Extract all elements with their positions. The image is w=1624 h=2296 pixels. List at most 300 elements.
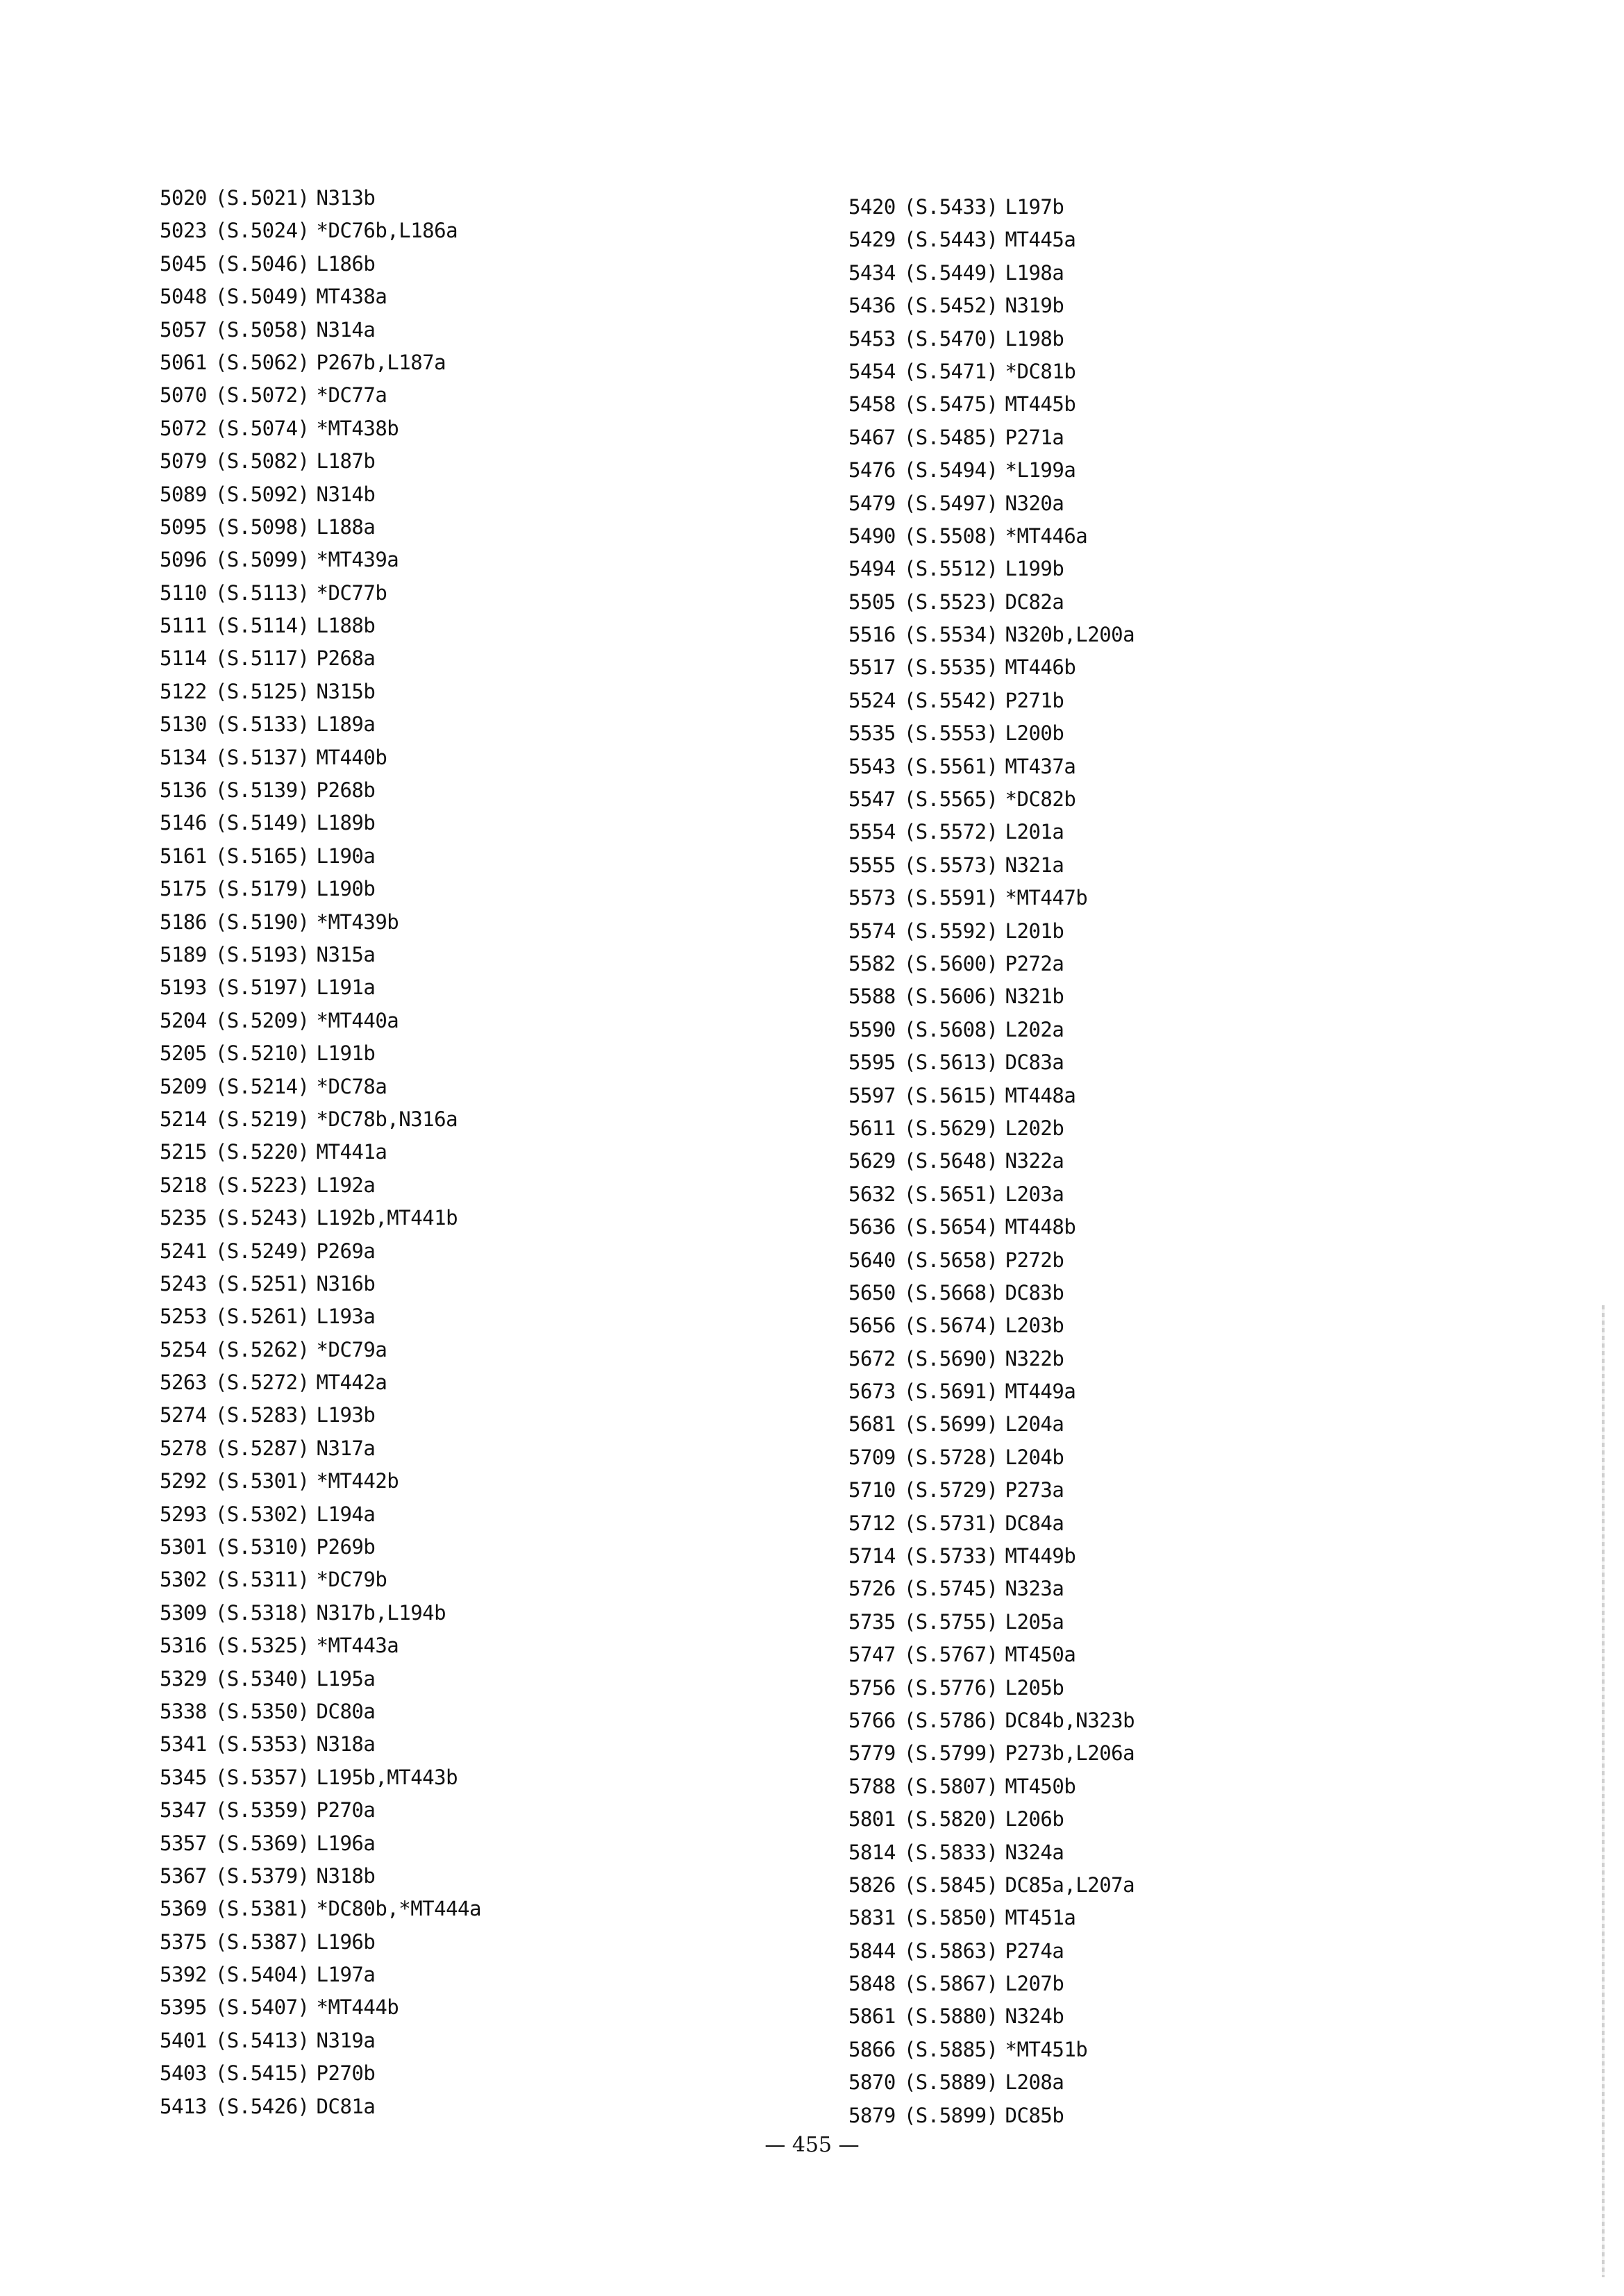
entry-code: *DC79b — [316, 1568, 387, 1592]
index-entry — [848, 1639, 1135, 1671]
entry-reference: (S.5651) — [903, 1182, 998, 1206]
index-entry — [160, 1597, 481, 1629]
index-entry — [848, 2034, 1135, 2066]
entry-number: 5292 — [160, 1469, 207, 1493]
entry-reference: (S.5149) — [215, 811, 310, 835]
entry-reference: (S.5359) — [215, 1798, 310, 1822]
entry-code: L198a — [1005, 260, 1064, 285]
index-entry — [848, 224, 1135, 256]
entry-reference: (S.5470) — [903, 326, 998, 351]
entry-number: 5726 — [848, 1577, 896, 1601]
entry-number: 5756 — [848, 1675, 896, 1700]
index-entry — [160, 1037, 481, 1070]
entry-code: DC85a,L207a — [1005, 1872, 1135, 1897]
entry-code: MT441a — [316, 1140, 387, 1164]
entry-number: 5254 — [160, 1337, 207, 1361]
index-entry — [848, 1474, 1135, 1507]
entry-reference: (S.5535) — [903, 655, 998, 680]
entry-reference: (S.5433) — [903, 195, 998, 219]
entry-reference: (S.5426) — [215, 2094, 310, 2118]
entry-number: 5710 — [848, 1478, 896, 1502]
index-entry — [160, 2025, 481, 2057]
index-entry — [160, 774, 481, 807]
index-entry — [848, 388, 1135, 421]
index-entry — [848, 1507, 1135, 1540]
entry-reference: (S.5387) — [215, 1929, 310, 1954]
entry-number: 5479 — [848, 491, 896, 515]
entry-code: P273b,L206a — [1005, 1741, 1135, 1766]
entry-reference: (S.5415) — [215, 2061, 310, 2086]
entry-reference: (S.5728) — [903, 1445, 998, 1469]
entry-code: N315a — [316, 942, 376, 966]
index-entry — [160, 610, 481, 642]
entry-code: L202b — [1005, 1116, 1064, 1140]
entry-number: 5241 — [160, 1239, 207, 1263]
entry-code: L189a — [316, 712, 376, 737]
entry-reference: (S.5072) — [215, 383, 310, 408]
index-entry — [160, 1071, 481, 1103]
entry-reference: (S.5125) — [215, 679, 310, 703]
entry-code: P274a — [1005, 1938, 1064, 1963]
entry-code: DC84b,N323b — [1005, 1708, 1135, 1732]
entry-code: P272b — [1005, 1248, 1064, 1272]
entry-reference: (S.5249) — [215, 1239, 310, 1263]
index-entry — [160, 1432, 481, 1465]
entry-code: P273a — [1005, 1478, 1064, 1502]
entry-reference: (S.5165) — [215, 844, 310, 868]
entry-reference: (S.5193) — [215, 942, 310, 966]
entry-number: 5204 — [160, 1008, 207, 1032]
entry-code: L188a — [316, 514, 376, 539]
entry-reference: (S.5592) — [903, 919, 998, 943]
entry-code: *DC77a — [316, 383, 387, 408]
entry-number: 5020 — [160, 186, 207, 210]
entry-reference: (S.5755) — [903, 1609, 998, 1634]
entry-reference: (S.5494) — [903, 458, 998, 483]
entry-number: 5253 — [160, 1305, 207, 1329]
index-entry — [160, 1629, 481, 1662]
entry-code: L203b — [1005, 1314, 1064, 1338]
index-entry — [160, 182, 481, 215]
entry-code: L200b — [1005, 721, 1064, 746]
entry-reference: (S.5139) — [215, 778, 310, 803]
entry-number: 5293 — [160, 1502, 207, 1526]
entry-reference: (S.5283) — [215, 1403, 310, 1427]
entry-number: 5788 — [848, 1774, 896, 1798]
entry-code: MT450b — [1005, 1774, 1076, 1798]
entry-number: 5434 — [848, 260, 896, 285]
entry-code: *MT440a — [316, 1008, 399, 1032]
entry-code: L189b — [316, 811, 376, 835]
entry-number: 5316 — [160, 1634, 207, 1658]
entry-reference: (S.5820) — [903, 1807, 998, 1832]
entry-code: P271b — [1005, 688, 1064, 712]
entry-code: MT449a — [1005, 1380, 1076, 1404]
entry-number: 5072 — [160, 416, 207, 440]
entry-reference: (S.5542) — [903, 688, 998, 712]
entry-code: *MT438b — [316, 416, 399, 440]
entry-number: 5870 — [848, 2070, 896, 2095]
entry-number: 5826 — [848, 1872, 896, 1897]
entry-reference: (S.5885) — [903, 2037, 998, 2061]
index-entry — [848, 1080, 1135, 1112]
entry-reference: (S.5485) — [903, 425, 998, 449]
entry-reference: (S.5197) — [215, 975, 310, 1000]
entry-reference: (S.5024) — [215, 219, 310, 243]
entry-code: N322a — [1005, 1149, 1064, 1173]
entry-reference: (S.5413) — [215, 2028, 310, 2052]
entry-reference: (S.5310) — [215, 1535, 310, 1559]
index-entry — [160, 1959, 481, 1991]
entry-reference: (S.5209) — [215, 1008, 310, 1032]
entry-reference: (S.5553) — [903, 721, 998, 746]
entry-code: N318a — [316, 1732, 376, 1757]
entry-number: 5632 — [848, 1182, 896, 1206]
entry-reference: (S.5629) — [903, 1116, 998, 1140]
entry-number: 5454 — [848, 359, 896, 383]
entry-number: 5453 — [848, 326, 896, 351]
entry-reference: (S.5880) — [903, 2004, 998, 2029]
entry-number: 5476 — [848, 458, 896, 483]
entry-code: N317b,L194b — [316, 1600, 446, 1625]
entry-code: L195b,MT443b — [316, 1765, 458, 1789]
index-entry — [160, 1531, 481, 1564]
entry-reference: (S.5046) — [215, 251, 310, 276]
entry-number: 5861 — [848, 2004, 896, 2029]
index-entry — [160, 1366, 481, 1399]
entry-code: DC85b — [1005, 2103, 1064, 2127]
entry-number: 5436 — [848, 294, 896, 318]
entry-code: P270a — [316, 1798, 376, 1822]
entry-reference: (S.5311) — [215, 1568, 310, 1592]
entry-reference: (S.5449) — [903, 260, 998, 285]
entry-number: 5096 — [160, 548, 207, 572]
entry-number: 5278 — [160, 1436, 207, 1460]
entry-number: 5554 — [848, 820, 896, 844]
entry-code: N320b,L200a — [1005, 623, 1135, 647]
entry-number: 5243 — [160, 1271, 207, 1296]
right-index-column — [848, 191, 1135, 2132]
entry-reference: (S.5353) — [215, 1732, 310, 1757]
entry-number: 5403 — [160, 2061, 207, 2086]
index-entry — [848, 2000, 1135, 2033]
entry-code: L197a — [316, 1963, 376, 1987]
entry-code: *MT447b — [1005, 886, 1088, 910]
entry-code: P269a — [316, 1239, 376, 1263]
entry-code: N316b — [316, 1271, 376, 1296]
entry-code: N322b — [1005, 1346, 1064, 1371]
entry-code: L207b — [1005, 1972, 1064, 1996]
entry-number: 5111 — [160, 614, 207, 638]
entry-reference: (S.5251) — [215, 1271, 310, 1296]
entry-number: 5301 — [160, 1535, 207, 1559]
index-entry — [160, 2057, 481, 2090]
index-entry — [848, 751, 1135, 783]
index-entry — [160, 1794, 481, 1827]
entry-reference: (S.5471) — [903, 359, 998, 383]
index-entry — [160, 807, 481, 839]
index-entry — [848, 553, 1135, 585]
entry-number: 5629 — [848, 1149, 896, 1173]
entry-number: 5329 — [160, 1666, 207, 1691]
entry-reference: (S.5731) — [903, 1511, 998, 1535]
entry-number: 5595 — [848, 1050, 896, 1075]
entry-number: 5801 — [848, 1807, 896, 1832]
entry-reference: (S.5863) — [903, 1938, 998, 1963]
entry-code: *MT439a — [316, 548, 399, 572]
entry-number: 5302 — [160, 1568, 207, 1592]
entry-reference: (S.5600) — [903, 951, 998, 975]
entry-reference: (S.5534) — [903, 623, 998, 647]
entry-code: MT437a — [1005, 754, 1076, 778]
entry-number: 5714 — [848, 1544, 896, 1568]
index-entry — [848, 1014, 1135, 1046]
index-entry — [160, 1860, 481, 1893]
entry-reference: (S.5523) — [903, 589, 998, 614]
entry-number: 5375 — [160, 1929, 207, 1954]
index-entry — [160, 1761, 481, 1794]
entry-reference: (S.5475) — [903, 392, 998, 417]
index-entry — [848, 1737, 1135, 1770]
entry-number: 5831 — [848, 1906, 896, 1930]
entry-number: 5709 — [848, 1445, 896, 1469]
entry-reference: (S.5340) — [215, 1666, 310, 1691]
index-entry — [848, 586, 1135, 619]
entry-code: L206b — [1005, 1807, 1064, 1832]
entry-code: MT450a — [1005, 1643, 1076, 1667]
entry-code: MT446b — [1005, 655, 1076, 680]
entry-code: N320a — [1005, 491, 1064, 515]
entry-code: P269b — [316, 1535, 376, 1559]
entry-code: L202a — [1005, 1017, 1064, 1041]
entry-reference: (S.5318) — [215, 1600, 310, 1625]
entry-reference: (S.5210) — [215, 1041, 310, 1066]
entry-code: DC84a — [1005, 1511, 1064, 1535]
entry-number: 5122 — [160, 679, 207, 703]
entry-number: 5574 — [848, 919, 896, 943]
entry-reference: (S.5786) — [903, 1708, 998, 1732]
entry-reference: (S.5262) — [215, 1337, 310, 1361]
entry-number: 5735 — [848, 1609, 896, 1634]
entry-reference: (S.5302) — [215, 1502, 310, 1526]
entry-number: 5597 — [848, 1083, 896, 1107]
entry-code: L205b — [1005, 1675, 1064, 1700]
entry-code: N319a — [316, 2028, 376, 2052]
entry-code: *L199a — [1005, 458, 1076, 483]
entry-reference: (S.5867) — [903, 1972, 998, 1996]
index-entry — [160, 379, 481, 412]
entry-number: 5235 — [160, 1206, 207, 1230]
entry-reference: (S.5113) — [215, 580, 310, 605]
entry-number: 5134 — [160, 745, 207, 769]
entry-reference: (S.5648) — [903, 1149, 998, 1173]
entry-number: 5844 — [848, 1938, 896, 1963]
entry-reference: (S.5799) — [903, 1741, 998, 1766]
index-entry — [160, 1169, 481, 1202]
entry-code: *DC80b,*MT444a — [316, 1897, 481, 1921]
entry-number: 5057 — [160, 317, 207, 342]
entry-number: 5650 — [848, 1280, 896, 1305]
entry-number: 5779 — [848, 1741, 896, 1766]
index-entry — [848, 1935, 1135, 1968]
entry-number: 5401 — [160, 2028, 207, 2052]
entry-reference: (S.5845) — [903, 1872, 998, 1897]
entry-reference: (S.5899) — [903, 2103, 998, 2127]
entry-number: 5420 — [848, 195, 896, 219]
entry-code: *MT444b — [316, 1995, 399, 2020]
entry-number: 5766 — [848, 1708, 896, 1732]
index-entry — [848, 1046, 1135, 1079]
index-entry — [160, 1136, 481, 1168]
entry-code: N318b — [316, 1863, 376, 1888]
entry-reference: (S.5497) — [903, 491, 998, 515]
index-entry — [848, 454, 1135, 487]
index-entry — [160, 1926, 481, 1959]
entry-code: MT448b — [1005, 1215, 1076, 1239]
entry-reference: (S.5223) — [215, 1173, 310, 1197]
entry-reference: (S.5561) — [903, 754, 998, 778]
index-entry — [848, 1441, 1135, 1474]
entry-code: L193a — [316, 1305, 376, 1329]
entry-reference: (S.5443) — [903, 228, 998, 252]
entry-reference: (S.5889) — [903, 2070, 998, 2095]
entry-code: *DC76b,L186a — [316, 219, 458, 243]
entry-reference: (S.5658) — [903, 1248, 998, 1272]
index-entry — [848, 1704, 1135, 1737]
entry-code: MT438a — [316, 285, 387, 309]
entry-code: N319b — [1005, 294, 1064, 318]
entry-number: 5045 — [160, 251, 207, 276]
entry-number: 5369 — [160, 1897, 207, 1921]
index-entry — [160, 1235, 481, 1268]
entry-code: MT451a — [1005, 1906, 1076, 1930]
entry-number: 5130 — [160, 712, 207, 737]
entry-number: 5640 — [848, 1248, 896, 1272]
entry-reference: (S.5261) — [215, 1305, 310, 1329]
entry-code: L192b,MT441b — [316, 1206, 458, 1230]
index-entry — [848, 1902, 1135, 1934]
entry-reference: (S.5733) — [903, 1544, 998, 1568]
entry-code: DC80a — [316, 1699, 376, 1723]
entry-number: 5681 — [848, 1412, 896, 1436]
entry-code: L201a — [1005, 820, 1064, 844]
entry-number: 5582 — [848, 951, 896, 975]
entry-number: 5848 — [848, 1972, 896, 1996]
entry-number: 5061 — [160, 350, 207, 374]
entry-code: *DC78a — [316, 1074, 387, 1098]
index-entry — [848, 2066, 1135, 2099]
entry-reference: (S.5350) — [215, 1699, 310, 1723]
index-entry — [160, 1498, 481, 1531]
entry-number: 5089 — [160, 482, 207, 506]
index-entry — [848, 1145, 1135, 1178]
index-entry — [848, 1277, 1135, 1309]
index-entry — [848, 421, 1135, 454]
index-entry — [848, 882, 1135, 914]
index-entry — [848, 323, 1135, 355]
entry-code: P268b — [316, 778, 376, 803]
entry-number: 5516 — [848, 623, 896, 647]
entry-number: 5636 — [848, 1215, 896, 1239]
entry-number: 5524 — [848, 688, 896, 712]
entry-reference: (S.5214) — [215, 1074, 310, 1098]
index-entry — [848, 948, 1135, 980]
entry-reference: (S.5369) — [215, 1831, 310, 1855]
entry-number: 5673 — [848, 1380, 896, 1404]
entry-number: 5672 — [848, 1346, 896, 1371]
entry-code: L194a — [316, 1502, 376, 1526]
entry-code: *DC79a — [316, 1337, 387, 1361]
entry-reference: (S.5606) — [903, 984, 998, 1009]
index-entry — [848, 1244, 1135, 1277]
entry-code: *DC82b — [1005, 787, 1076, 812]
index-entry — [160, 1202, 481, 1234]
entry-number: 5209 — [160, 1074, 207, 1098]
entry-code: L187b — [316, 449, 376, 474]
entry-reference: (S.5049) — [215, 285, 310, 309]
entry-code: N314b — [316, 482, 376, 506]
index-entry — [160, 412, 481, 445]
entry-reference: (S.5608) — [903, 1017, 998, 1041]
index-entry — [848, 1869, 1135, 1902]
entry-code: L204a — [1005, 1412, 1064, 1436]
entry-code: N313b — [316, 186, 376, 210]
entry-code: L190a — [316, 844, 376, 868]
entry-number: 5392 — [160, 1963, 207, 1987]
entry-number: 5146 — [160, 811, 207, 835]
entry-number: 5023 — [160, 219, 207, 243]
entry-reference: (S.5062) — [215, 350, 310, 374]
index-entry — [848, 1309, 1135, 1342]
entry-reference: (S.5092) — [215, 482, 310, 506]
entry-code: L195a — [316, 1666, 376, 1691]
index-entry — [848, 1112, 1135, 1145]
entry-reference: (S.5407) — [215, 1995, 310, 2020]
entry-code: *MT442b — [316, 1469, 399, 1493]
entry-code: L199b — [1005, 557, 1064, 581]
entry-reference: (S.5565) — [903, 787, 998, 812]
entry-code: N324a — [1005, 1840, 1064, 1864]
index-entry — [160, 971, 481, 1004]
entry-reference: (S.5243) — [215, 1206, 310, 1230]
entry-number: 5114 — [160, 646, 207, 671]
entry-reference: (S.5099) — [215, 548, 310, 572]
index-entry — [160, 708, 481, 741]
entry-number: 5467 — [848, 425, 896, 449]
index-entry — [848, 717, 1135, 750]
entry-code: MT440b — [316, 745, 387, 769]
index-entry — [848, 1672, 1135, 1704]
entry-number: 5429 — [848, 228, 896, 252]
entry-code: *MT451b — [1005, 2037, 1088, 2061]
entry-number: 5110 — [160, 580, 207, 605]
entry-number: 5517 — [848, 655, 896, 680]
entry-number: 5079 — [160, 449, 207, 474]
entry-code: *MT446a — [1005, 523, 1088, 548]
entry-code: N324b — [1005, 2004, 1064, 2029]
entry-reference: (S.5654) — [903, 1215, 998, 1239]
entry-reference: (S.5699) — [903, 1412, 998, 1436]
entry-number: 5413 — [160, 2094, 207, 2118]
entry-number: 5494 — [848, 557, 896, 581]
entry-number: 5345 — [160, 1765, 207, 1789]
index-entry — [848, 1211, 1135, 1243]
index-entry — [160, 1268, 481, 1300]
entry-code: MT445b — [1005, 392, 1076, 417]
entry-number: 5395 — [160, 1995, 207, 2020]
entry-code: P270b — [316, 2061, 376, 2086]
entry-code: L208a — [1005, 2070, 1064, 2095]
